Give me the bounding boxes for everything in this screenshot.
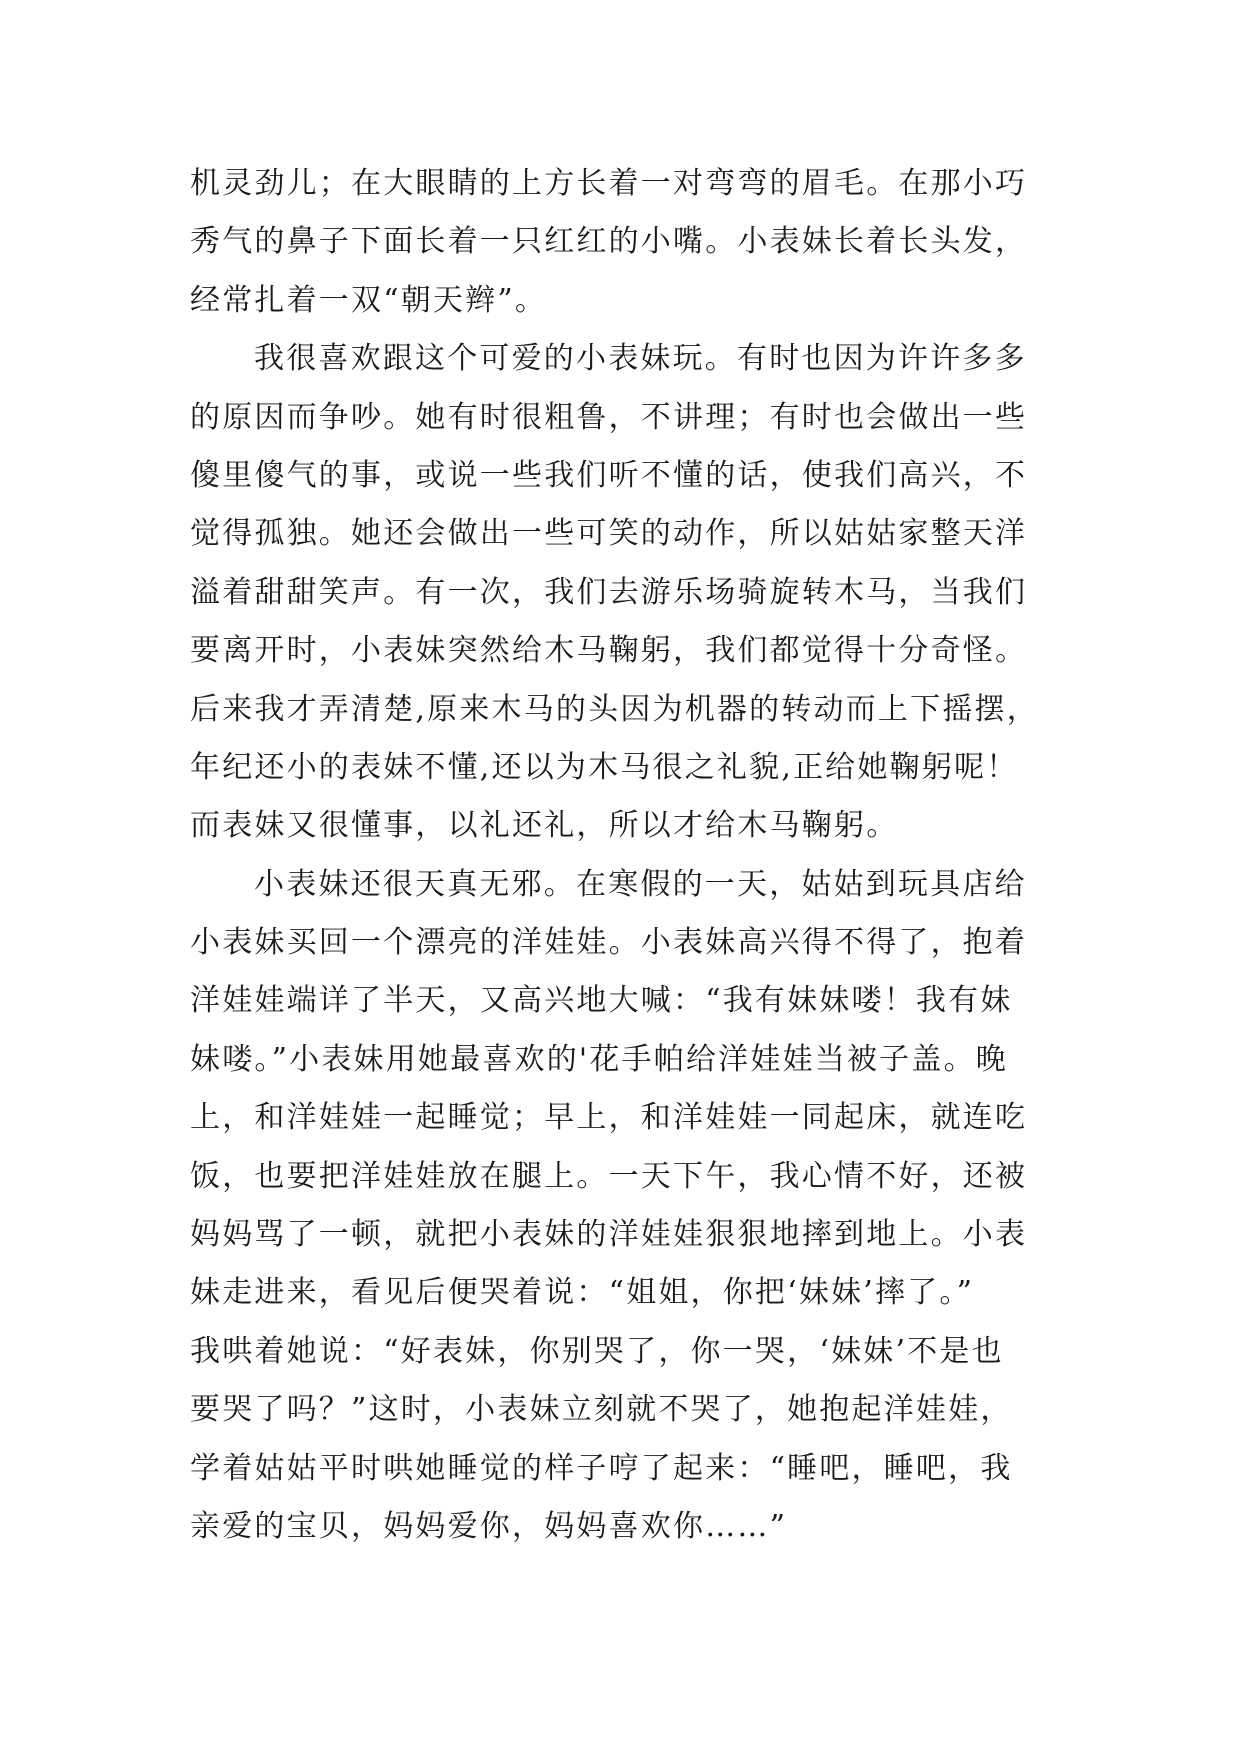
text-line: 妈妈骂了一顿，就把小表妹的洋娃娃狠狠地摔到地上。小表 — [190, 1217, 1028, 1253]
paragraph-first-line: 我很喜欢跟这个可爱的小表妹玩。有时也因为许许多多 — [254, 341, 1027, 377]
document-body — [190, 155, 1090, 1556]
text-line: 傻里傻气的事，或说一些我们听不懂的话，使我们高兴，不 — [190, 457, 1028, 493]
text-line: 的原因而争吵。她有时很粗鲁，不讲理；有时也会做出一些 — [190, 399, 1028, 435]
text-line: 要哭了吗？”这时，小表妹立刻就不哭了，她抱起洋娃娃， — [190, 1392, 1013, 1428]
text-line: 洋娃娃端详了半天，又高兴地大喊：“我有妹妹喽！我有妹 — [190, 983, 1013, 1019]
text-line: 小表妹买回一个漂亮的洋娃娃。小表妹高兴得不得了，抱着 — [190, 925, 1028, 961]
text-line: 亲爱的宝贝，妈妈爱你，妈妈喜欢你……” — [190, 1508, 788, 1544]
text-line: 后来我才弄清楚,原来木马的头因为机器的转动而上下摇摆， — [190, 691, 1039, 727]
text-line: 秀气的鼻子下面长着一只红红的小嘴。小表妹长着长头发， — [190, 224, 1028, 260]
paragraph-first-line: 小表妹还很天真无邪。在寒假的一天，姑姑到玩具店给 — [254, 866, 1027, 902]
text-line: 我哄着她说：“好表妹，你别哭了，你一哭，‘妹妹’不是也 — [190, 1333, 1004, 1369]
text-line: 要离开时，小表妹突然给木马鞠躬，我们都觉得十分奇怪。 — [190, 633, 1028, 669]
text-line: 妹喽。”小表妹用她最喜欢的'花手帕给洋娃娃当被子盖。晚 — [190, 1041, 1008, 1077]
text-line: 机灵劲儿；在大眼睛的上方长着一对弯弯的眉毛。在那小巧 — [190, 166, 1028, 201]
text-line: 妹走进来，看见后便哭着说：“姐姐，你把‘妹妹’摔了。” — [190, 1275, 975, 1311]
text-line: 溢着甜甜笑声。有一次，我们去游乐场骑旋转木马，当我们 — [190, 574, 1028, 610]
text-line: 年纪还小的表妹不懂,还以为木马很之礼貌,正给她鞠躬呢！ — [190, 749, 1019, 785]
text-line: 学着姑姑平时哄她睡觉的样子哼了起来：“睡吧，睡吧，我 — [190, 1450, 1013, 1486]
text-line: 经常扎着一双“朝天辫”。 — [190, 282, 548, 318]
text-line: 觉得孤独。她还会做出一些可笑的动作，所以姑姑家整天洋 — [190, 516, 1028, 552]
text-line: 饭，也要把洋娃娃放在腿上。一天下午，我心情不好，还被 — [190, 1158, 1028, 1194]
text-line: 而表妹又很懂事，以礼还礼，所以才给木马鞠躬。 — [190, 808, 899, 844]
text-line: 上，和洋娃娃一起睡觉；早上，和洋娃娃一同起床，就连吃 — [190, 1100, 1028, 1136]
